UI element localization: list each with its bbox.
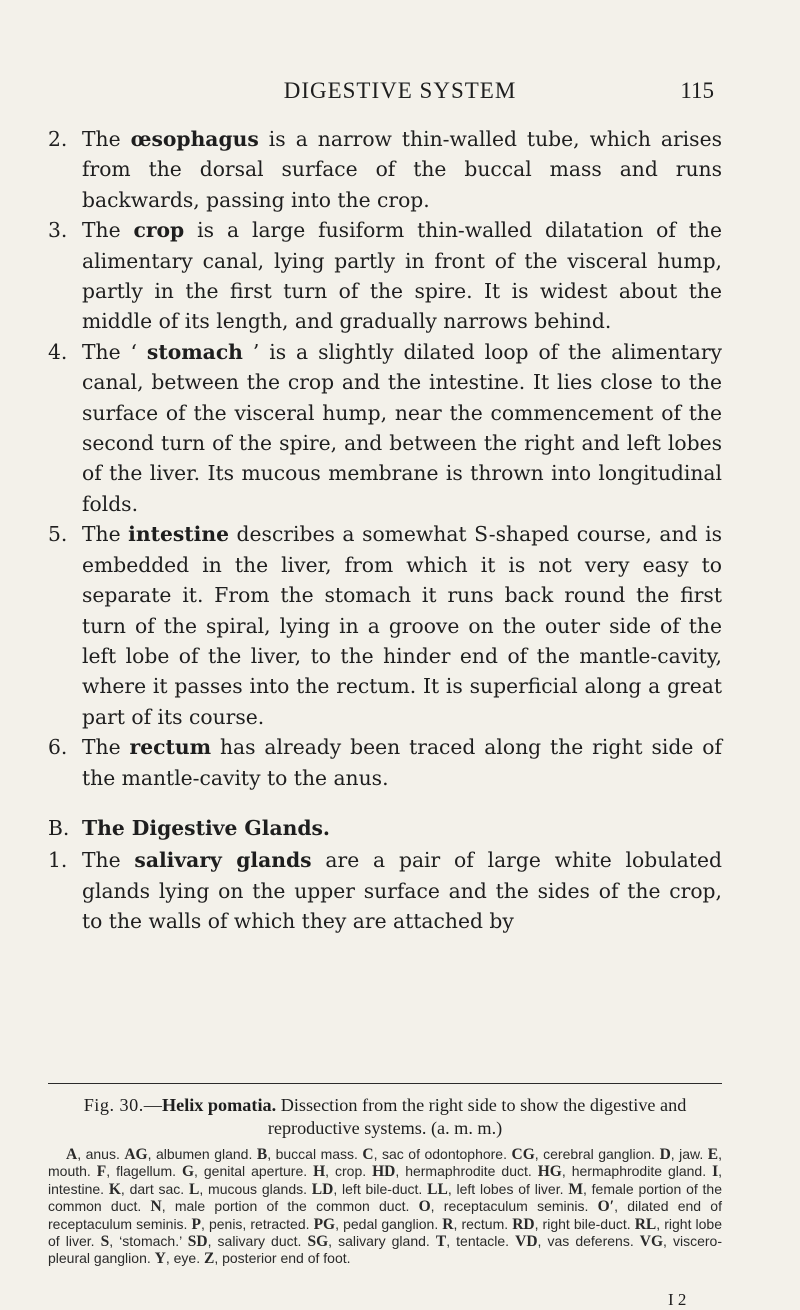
- legend-value: , rectum.: [453, 1215, 513, 1232]
- legend-key: K: [108, 1180, 121, 1198]
- item-number: 6.: [48, 735, 68, 760]
- item-number: 1.: [48, 848, 68, 873]
- item-number: 3.: [48, 218, 68, 243]
- legend-value: , left bile-duct.: [333, 1180, 428, 1197]
- legend-key: F: [96, 1163, 107, 1181]
- legend-key: SG: [307, 1233, 329, 1251]
- numbered-item: [48, 845, 722, 936]
- item-text-pre: The: [82, 522, 129, 547]
- legend-key: HG: [537, 1163, 562, 1181]
- legend-key: Y: [154, 1250, 166, 1268]
- legend-value: , hermaphrodite gland.: [561, 1163, 713, 1180]
- legend-value: , sac of odontophore.: [373, 1146, 512, 1162]
- section-heading: [48, 813, 722, 843]
- item-paragraph: [82, 845, 722, 936]
- legend-key: S: [100, 1233, 110, 1251]
- legend-key: M: [568, 1180, 583, 1198]
- legend-value: , pedal ganglion.: [335, 1215, 443, 1232]
- item-text-post: ’ is a slightly dilated loop of the alimentary canal, between the crop and the intestine. It lies close to the surface of the visceral hump, near the commencement of the second turn of the spire, and between the right and left lobes of the liver. Its mucous membrane is thrown into longitudinal folds.: [82, 339, 723, 516]
- legend-value: , cerebral ganglion.: [534, 1146, 660, 1162]
- legend-key: PG: [313, 1215, 336, 1233]
- legend-value: , jaw.: [670, 1146, 708, 1162]
- numbered-item: [48, 337, 722, 519]
- item-term: rectum: [129, 735, 212, 760]
- numbered-item: [48, 124, 722, 215]
- item-term: crop: [133, 218, 185, 243]
- signature-mark: I 2: [668, 1290, 687, 1309]
- item-term: intestine: [128, 522, 230, 547]
- item-text-post: describes a somewhat S-shaped course, and is embedded in the liver, from which it is not very easy to separate it. From the stomach it runs back round the first turn of the spiral, lying in a groove on the outer side of the left lobe of the liver, to the hinder end of the mantle-cavity, where it passes into the rectum. It is superficial along a great part of its course.: [82, 522, 722, 729]
- section-letter: B.: [48, 815, 70, 840]
- legend-value: , anus.: [77, 1146, 125, 1162]
- legend-value: , right bile-duct.: [534, 1215, 635, 1232]
- legend-key: I: [712, 1163, 719, 1181]
- legend-key: A: [66, 1146, 78, 1163]
- item-paragraph: [82, 124, 722, 215]
- legend-value: , mouth.: [48, 1146, 723, 1180]
- legend-value: , buccal mass.: [267, 1146, 363, 1162]
- legend-key: LL: [427, 1180, 448, 1198]
- legend-key: Z: [203, 1250, 215, 1268]
- legend-value: , right lobe of liver.: [48, 1215, 723, 1250]
- page-number: 115: [680, 78, 714, 103]
- legend-value: , vas deferens.: [537, 1233, 640, 1250]
- section-title: The Digestive Glands.: [82, 815, 330, 840]
- legend-key: G: [181, 1163, 195, 1181]
- figure-caption-text: Dissection from the right side to show the digestive and reproductive systems. (a. m. m.): [267, 1095, 687, 1138]
- legend-value: , tentacle.: [446, 1233, 516, 1250]
- legend-value: , viscero-pleural ganglion.: [48, 1233, 722, 1267]
- running-title: DIGESTIVE SYSTEM: [283, 78, 517, 103]
- legend-key: N: [150, 1198, 162, 1216]
- caption-rule: [48, 1083, 722, 1084]
- legend-key: T: [435, 1233, 447, 1251]
- legend-key: O′: [597, 1198, 615, 1216]
- item-text-pre: The: [82, 735, 130, 760]
- legend-value: , left lobes of liver.: [447, 1180, 569, 1197]
- legend-value: , posterior end of foot.: [214, 1250, 351, 1267]
- item-term: salivary glands: [134, 848, 312, 873]
- legend-key: O: [418, 1198, 431, 1216]
- legend-value: , male portion of the common duct.: [161, 1198, 419, 1215]
- item-number: 4.: [48, 339, 68, 364]
- legend-key: VD: [515, 1233, 538, 1251]
- running-head: [0, 78, 800, 108]
- item-paragraph: [82, 519, 722, 732]
- legend-value: , dilated end of receptaculum seminis.: [48, 1198, 722, 1232]
- item-term: stomach: [146, 339, 243, 364]
- legend-value: , penis, retracted.: [201, 1215, 314, 1232]
- legend-key: C: [362, 1146, 374, 1163]
- item-text-pre: The ‘: [82, 339, 147, 364]
- figure-legend: [48, 1146, 722, 1268]
- item-text-pre: The: [82, 218, 134, 243]
- legend-key: D: [659, 1146, 671, 1163]
- legend-key: SD: [187, 1233, 208, 1251]
- legend-value: , salivary duct.: [207, 1233, 308, 1250]
- item-number: 5.: [48, 522, 68, 547]
- legend-key: HD: [372, 1163, 396, 1181]
- body-text: [48, 124, 722, 937]
- legend-key: B: [256, 1146, 268, 1163]
- numbered-item: [48, 519, 722, 732]
- item-list: [48, 124, 722, 793]
- legend-key: P: [191, 1215, 201, 1233]
- legend-key: RL: [634, 1215, 657, 1233]
- legend-key: AG: [124, 1146, 148, 1163]
- item-term: œsophagus: [130, 127, 259, 151]
- legend-key: E: [707, 1146, 719, 1163]
- legend-value: , genital aperture.: [194, 1163, 314, 1180]
- legend-key: H: [313, 1163, 326, 1181]
- legend-value: , salivary gland.: [328, 1233, 436, 1250]
- legend-value: , flagellum.: [106, 1163, 182, 1180]
- figure-caption: Fig. 30.—Helix pomatia. Dissection from the right side to show the digestive and reproductive systems. (a. m. m.): [83, 1095, 687, 1138]
- legend-key: VG: [639, 1233, 664, 1251]
- item-paragraph: [82, 337, 722, 519]
- legend-value: , albumen gland.: [147, 1146, 257, 1162]
- item-text-pre: The: [82, 848, 135, 873]
- legend-key: LD: [311, 1180, 334, 1198]
- item-number: 2.: [48, 127, 68, 151]
- item-paragraph: [82, 215, 722, 337]
- legend-value: , hermaphrodite duct.: [395, 1163, 538, 1180]
- legend-value: , receptaculum seminis.: [430, 1198, 598, 1215]
- legend-key: L: [189, 1180, 200, 1198]
- numbered-item: [48, 732, 722, 793]
- figure-species: Helix pomatia.: [161, 1095, 277, 1115]
- legend-value: , crop.: [325, 1163, 373, 1180]
- legend-value: , eye.: [165, 1250, 204, 1267]
- item-text-post: has already been traced along the right side of the mantle-cavity to the anus.: [82, 735, 722, 790]
- legend-value: , dart sac.: [120, 1180, 189, 1197]
- item-paragraph: [82, 732, 722, 793]
- legend-value: , mucous glands.: [199, 1180, 312, 1197]
- legend-key: CG: [511, 1146, 535, 1163]
- item-text-post: is a large fusiform thin-walled dilatation of the alimentary canal, lying partly in front of the visceral hump, partly in the first turn of the spire. It is widest about the middle of its length, and gradually narrows behind.: [82, 218, 722, 334]
- legend-value: , ‘stomach.’: [109, 1233, 188, 1250]
- section-item-list: [48, 845, 722, 936]
- legend-value: , intestine.: [48, 1163, 722, 1197]
- legend-key: R: [442, 1215, 454, 1233]
- numbered-item: [48, 215, 722, 337]
- legend-key: RD: [512, 1215, 535, 1233]
- item-text-pre: The: [82, 127, 131, 151]
- item-text-post: is a narrow thin-walled tube, which arises from the dorsal surface of the buccal mass and runs backwards, passing into the crop.: [82, 127, 722, 212]
- figure-label: Fig. 30.: [83, 1095, 144, 1115]
- item-text-post: are a pair of large white lobulated glands lying on the upper surface and the sides of the crop, to the walls of which they are attached by: [82, 848, 723, 934]
- legend-value: , female portion of the common duct.: [48, 1180, 723, 1215]
